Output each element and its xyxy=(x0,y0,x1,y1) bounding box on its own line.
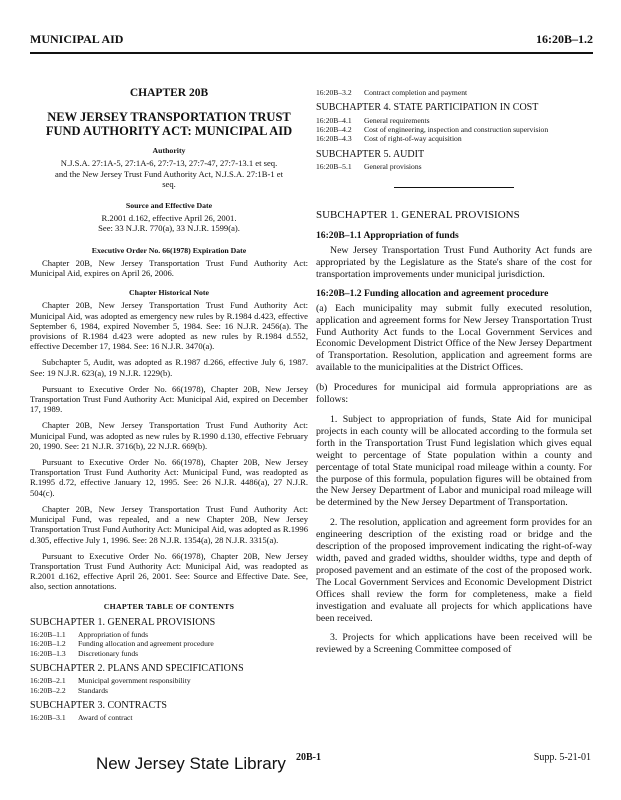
library-watermark: New Jersey State Library xyxy=(96,754,286,773)
history-paragraph: Pursuant to Executive Order No. 66(1978), Chapter 20B, New Jersey Transportation Trust Fund Authority Act: Municipal Fund, was readopted as R.1995 d.72, effective January 12, 1995. See: 26 N.J.R. 4486(a), 27 N.J.R. 504(c). xyxy=(30,457,308,498)
history-paragraph: Pursuant to Executive Order No. 66(1978), Chapter 20B, New Jersey Transportation Trust Fund Authority Act: Municipal Aid, was readopted as R.2001 d.162, effective April 26, 2001. See: Source and Effective Date. See, also, section annotations. xyxy=(30,550,308,592)
toc-entry[interactable]: 16:20B–1.1 Appropriation of funds xyxy=(30,629,149,639)
toc-entry[interactable]: 16:20B–3.2 Contract completion and payment xyxy=(316,88,468,97)
running-header xyxy=(30,32,593,48)
history-paragraph: Subchapter 5, Audit, was adopted as R.1987 d.266, effective July 6, 1987. See: 19 N.J.R. 623(a), 19 N.J.R. 1229(b). xyxy=(30,357,308,378)
toc-subchapter-2 xyxy=(30,664,308,695)
source-text-2: See: 33 N.J.R. 770(a), 33 N.J.R. 1599(a). xyxy=(98,223,240,234)
history-notes xyxy=(30,300,308,591)
left-column xyxy=(30,88,308,723)
toc-entry[interactable]: 16:20B–1.2 Funding allocation and agreement procedure xyxy=(30,639,214,649)
history-paragraph: Pursuant to Executive Order No. 66(1978), Chapter 20B, New Jersey Transportation Trust Fund Authority Act: Municipal Aid, expired on December 17, 1989. xyxy=(30,383,308,415)
paragraph-b1: 1. Subject to appropriation of funds, State Aid for municipal projects in each county will be allocated according to the formula set forth in the Transportation Trust Fund legislation which gives equal weight to percentage of State population within a county and percentage of total State municipal road mileage within a county. For the purpose of this formula, population figures will be obtained from the New Jersey Department of Labor and municipal road mileage will be determined by the New Jersey Department of Transportation. xyxy=(316,414,592,509)
chapter-number: CHAPTER 20B xyxy=(129,87,209,99)
paragraph-b: (b) Procedures for municipal aid formula appropriations are as follows: xyxy=(316,382,592,406)
toc-entry[interactable]: 16:20B–4.1 General requirements xyxy=(316,115,430,125)
toc-subchapter-heading: SUBCHAPTER 1. GENERAL PROVISIONS xyxy=(30,616,216,628)
section-heading-1-2: 16:20B–1.2 Funding allocation and agreement procedure xyxy=(316,287,549,299)
executive-order-text: Chapter 20B, New Jersey Transportation Trust Fund Authority Act: Municipal Aid, expires on April 26, 2006. xyxy=(30,257,308,279)
section-text: New Jersey Transportation Trust Fund Authority Act funds are appropriated by the Legislature as the State's share of the cost for transportation improvements under municipal jurisdiction. xyxy=(316,244,592,280)
header-title: MUNICIPAL AID xyxy=(30,32,124,46)
paragraph-b3: 3. Projects for which applications have been received will be reviewed by a Screening Committee composed of xyxy=(316,632,592,656)
toc-title: CHAPTER TABLE OF CONTENTS xyxy=(103,601,235,611)
header-rule xyxy=(30,52,593,54)
toc-entry[interactable]: 16:20B–5.1 General provisions xyxy=(316,162,422,172)
toc-entry[interactable]: 16:20B–4.3 Cost of right-of-way acquisition xyxy=(316,134,462,144)
chapter-title: NEW JERSEY TRANSPORTATION TRUST FUND AUTHORITY ACT: MUNICIPAL AID xyxy=(45,110,293,139)
history-paragraph: Chapter 20B, New Jersey Transportation Trust Fund Authority Act: Municipal Fund, was adopted as new rules by R.1990 d.130, effective February 20, 1990. See: 21 N.J.R. 3716(b), 22 N.J.R. 669(b). xyxy=(30,420,308,451)
toc-entry[interactable]: 16:20B–2.2 Standards xyxy=(30,685,108,695)
supplement-date: Supp. 5-21-01 xyxy=(533,752,591,763)
right-column xyxy=(316,88,592,664)
section-heading-1-1: 16:20B–1.1 Appropriation of funds xyxy=(316,229,459,241)
page-number: 20B-1 xyxy=(296,752,321,763)
toc-subchapter-heading: SUBCHAPTER 3. CONTRACTS xyxy=(30,700,167,712)
toc-subchapter-1 xyxy=(30,618,308,658)
toc-entry[interactable]: 16:20B–1.3 Discretionary funds xyxy=(30,648,139,658)
history-heading: Chapter Historical Note xyxy=(129,288,209,298)
toc-subchapter-heading: SUBCHAPTER 5. AUDIT xyxy=(316,148,425,160)
toc-subchapter-3 xyxy=(30,701,308,723)
toc-subchapter-heading: SUBCHAPTER 2. PLANS AND SPECIFICATIONS xyxy=(30,663,244,675)
executive-order-heading: Executive Order No. 66(1978) Expiration Date xyxy=(91,245,247,255)
source-text-1: R.2001 d.162, effective April 26, 2001. xyxy=(101,213,237,224)
source-heading: Source and Effective Date xyxy=(125,201,213,211)
paragraph-b2: 2. The resolution, application and agreement form provides for an engineering description of the existing road or bridge and the description of the proposed improvement indicating the right-of-way width, paved and graded widths, shoulder widths, type and depth of proposed pavement and an estimate of the cost of the proposed work. The Local Government Services and Economic Development District Offices shall review the form for completeness, make a field investigation and evaluate all projects for which applications have been received. xyxy=(316,517,592,624)
toc-subchapter-5 xyxy=(316,150,592,172)
authority-heading: Authority xyxy=(152,146,186,156)
toc-entry[interactable]: 16:20B–3.1 Award of contract xyxy=(30,713,133,723)
toc-subchapter-heading: SUBCHAPTER 4. STATE PARTICIPATION IN COST xyxy=(316,102,539,114)
toc-entry[interactable]: 16:20B–4.2 Cost of engineering, inspection and construction supervision xyxy=(316,125,549,135)
subchapter-heading: SUBCHAPTER 1. GENERAL PROVISIONS xyxy=(316,209,520,222)
authority-text: N.J.S.A. 27:1A-5, 27:1A-6, 27:7-13, 27:7-47, 27:7-13.1 et seq. and the New Jersey Trust Fund Authority Act, N.J.S.A. 27:1B-1 et seq. xyxy=(55,158,283,189)
toc-subchapter-4 xyxy=(316,103,592,143)
history-paragraph: Chapter 20B, New Jersey Transportation Trust Fund Authority Act: Municipal Fund, was repealed, and a new Chapter 20B, New Jersey Transportation Trust Fund Authority Act: Municipal Aid, was adopted as R.1996 d.305, effective July 1, 1996. See: 28 N.J.R. 1354(a), 28 N.J.R. 3315(a). xyxy=(30,503,308,545)
header-section-number: 16:20B–1.2 xyxy=(536,32,593,46)
section-divider xyxy=(394,187,514,188)
history-paragraph: Chapter 20B, New Jersey Transportation Trust Fund Authority Act: Municipal Aid, was adopted as emergency new rules by R.1984 d.423, effective September 6, 1984, expired November 5, 1984. See: 16 N.J.R. 2456(a). The provisions of R.1984 d.423 were adopted as new rules by R.1984 d.552, effective December 17, 1984. See: 16 N.J.R. 3470(a). xyxy=(30,300,308,352)
paragraph-a: (a) Each municipality may submit fully executed resolution, application and agreement forms for New Jersey Transportation Trust Fund Authority Act funds to the Local Government Services and Economic Development District Office of the New Jersey Department of Transportation. Resolution, application and agreement forms are available to the municipalities at the District Offices. xyxy=(316,302,592,374)
toc-entry[interactable]: 16:20B–2.1 Municipal government responsibility xyxy=(30,676,191,686)
